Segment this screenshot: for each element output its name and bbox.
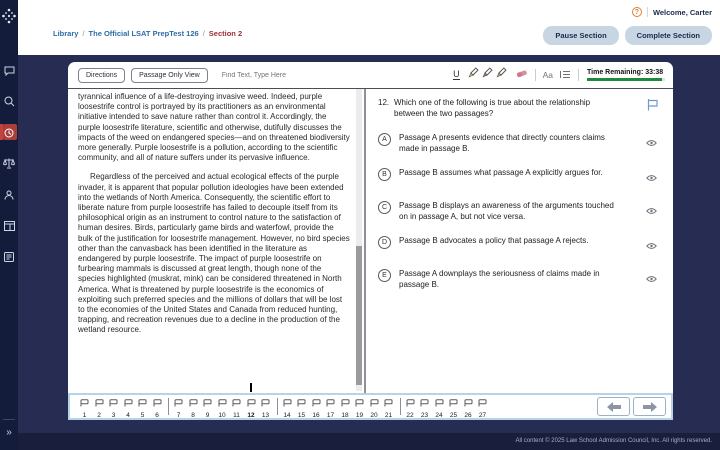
timer-progress-track (587, 78, 665, 82)
breadcrumb-section: Section 2 (208, 29, 243, 38)
question-nav-number[interactable]: 17 (326, 412, 335, 420)
question-nav-item-18[interactable] (339, 394, 352, 420)
breadcrumb-separator: / (82, 29, 85, 38)
question-panel (366, 89, 673, 393)
question-nav-item-24[interactable] (433, 394, 446, 420)
question-nav-number[interactable]: 3 (111, 412, 116, 420)
question-flag-icon[interactable] (261, 394, 270, 412)
option-letter[interactable]: D (378, 236, 391, 249)
answer-option-A[interactable] (378, 133, 667, 154)
eliminate-option-eye-icon[interactable] (646, 134, 657, 152)
question-nav-number[interactable]: 8 (191, 412, 195, 420)
line-spacing-icon[interactable] (560, 66, 571, 84)
question-nav-item-2[interactable] (93, 394, 106, 420)
passage-only-view-button[interactable]: Passage Only View (131, 68, 208, 83)
question-nav-number[interactable]: 20 (370, 412, 378, 420)
flag-question-icon[interactable] (646, 98, 659, 119)
question-nav-number[interactable]: 7 (176, 412, 181, 420)
question-nav-item-19[interactable] (353, 394, 366, 420)
sidebar-item-timer-icon[interactable] (0, 125, 18, 140)
help-icon[interactable]: ? (632, 7, 642, 17)
question-nav-number[interactable]: 26 (464, 412, 472, 420)
eliminate-option-eye-icon[interactable] (646, 237, 657, 255)
underline-icon[interactable]: U (453, 69, 460, 79)
question-flag-icon[interactable] (355, 394, 364, 412)
passage-paragraph: Regardless of the perceived and actual ecological effects of the purple invader, it is apparent that popular pollution ideologies have been extended into the wetlands of North America. Consequently, the scientific effort to liberate nature from purple loosestrife has failed to decouple itself from its philosophical origin as an instrument to control nature to the satisfaction of human desires. Birds, particularly game birds and waterfowl, provide the bulk of the justification for loosestrife management. However, no bird species other than the canvasback has been identified in the literature as endangered by purple loosestrife. The impact of purple loosestrife on furbearing mammals is discussed at great length, though none of the species highlighted (muskrat, mink) can be considered threatened in North America. What is threatened by purple loosestrife is the economics of exploiting such preferred species and the millions of dollars that will be lost to the economies of the United States and Canada from reduced hunting, trapping, and recreation revenues due to a decline in the production of the wetland resource. (78, 172, 350, 335)
question-nav-number[interactable]: 4 (126, 412, 130, 420)
sidebar-expand-icon[interactable]: » (6, 427, 12, 438)
page-footer (0, 433, 720, 450)
question-text: Which one of the following is true about the relationship between the two passages? (394, 98, 591, 118)
question-nav-item-17[interactable] (324, 394, 337, 420)
toolbar-divider (535, 69, 536, 81)
question-flag-icon[interactable] (283, 394, 292, 412)
question-number: 12. (378, 98, 390, 107)
sidebar-item-messages-icon[interactable] (0, 63, 18, 78)
question-flag-icon[interactable] (232, 394, 241, 412)
question-nav-item-16[interactable] (310, 394, 323, 420)
breadcrumb-test[interactable]: The Official LSAT PrepTest 126 (88, 29, 199, 38)
lawhub-logo-icon (2, 8, 16, 29)
question-flag-icon[interactable] (297, 394, 306, 412)
question-nav-item-7[interactable] (172, 394, 185, 420)
question-flag-icon[interactable] (153, 394, 162, 412)
question-nav-number[interactable]: 1 (82, 412, 87, 420)
question-flag-icon[interactable] (203, 394, 212, 412)
passage-group-divider (168, 398, 169, 415)
question-nav-number[interactable]: 22 (406, 412, 414, 420)
question-nav-item-12[interactable] (245, 394, 258, 420)
question-nav-number[interactable]: 2 (97, 412, 101, 420)
welcome-text: Welcome, Carter (652, 7, 712, 17)
text-size-icon[interactable]: Aa (542, 70, 553, 80)
question-flag-icon[interactable] (218, 394, 227, 412)
question-flag-icon[interactable] (464, 394, 473, 412)
question-flag-icon[interactable] (370, 394, 379, 412)
question-flag-icon[interactable] (312, 394, 321, 412)
directions-button[interactable]: Directions (78, 68, 125, 83)
question-nav-item-5[interactable] (136, 394, 149, 420)
pause-section-button[interactable]: Pause Section (543, 26, 618, 45)
question-nav-item-14[interactable] (281, 394, 294, 420)
sidebar-item-scales-icon[interactable] (0, 156, 18, 171)
question-nav-item-27[interactable] (476, 394, 489, 420)
question-nav-item-10[interactable] (216, 394, 229, 420)
question-nav-number[interactable]: 13 (261, 412, 270, 420)
passage-scrollbar[interactable] (356, 89, 362, 391)
question-nav-item-26[interactable] (462, 394, 475, 420)
question-nav-number[interactable]: 19 (355, 412, 364, 420)
question-nav-item-20[interactable] (368, 394, 381, 420)
highlighter-orange-icon[interactable] (495, 66, 509, 83)
option-text: Passage B assumes what passage A explicitly argues for. (399, 168, 603, 177)
question-nav-item-21[interactable] (382, 394, 395, 420)
timer-progress-bar (587, 78, 662, 82)
question-nav-number[interactable]: 11 (233, 412, 240, 420)
current-question-caret (250, 383, 252, 392)
copyright-text: All content © 2025 Law School Admission Council, Inc. All rights reserved. (515, 438, 712, 444)
question-flag-icon[interactable] (406, 394, 415, 412)
question-flag-icon[interactable] (341, 394, 350, 412)
question-nav-number[interactable]: 16 (312, 412, 320, 420)
option-text: Passage A downplays the seriousness of claims made in passage B. (399, 269, 600, 289)
question-flag-icon[interactable] (174, 394, 183, 412)
passage-paragraph: tyrannical influence of a life-destroying invasive weed. Indeed, purple loosestrife control is portrayed by its practitioners as an environmental initiative intended to save nature rather than control it. Accordingly, the purple loosestrife literature, scientific and otherwise, dutifully discusses the impacts of the weed on endangered species—and on threatened biodiversity more generally. Purple loosestrife is a pollution, according to the scientific community, and all of nature suffers under its pervasive influence. (78, 92, 350, 163)
question-nav-number[interactable]: 27 (478, 412, 487, 420)
question-nav-item-23[interactable] (418, 394, 431, 420)
answer-option-D[interactable] (378, 236, 667, 255)
option-letter[interactable]: E (378, 269, 391, 282)
breadcrumb (53, 29, 242, 38)
sidebar-divider (3, 419, 15, 420)
eliminate-option-eye-icon[interactable] (646, 169, 657, 187)
find-text-input[interactable] (222, 72, 312, 79)
app-sidebar (0, 0, 18, 450)
question-nav-number[interactable]: 21 (384, 412, 393, 420)
eliminate-option-eye-icon[interactable] (646, 270, 657, 288)
question-nav-item-4[interactable] (122, 394, 135, 420)
eraser-icon[interactable] (516, 66, 528, 84)
question-nav-item-25[interactable] (447, 394, 460, 420)
question-nav-number[interactable]: 9 (205, 412, 210, 420)
question-nav-number[interactable]: 15 (297, 412, 306, 420)
sidebar-item-book-icon[interactable] (0, 249, 18, 264)
question-nav-number[interactable]: 25 (449, 412, 458, 420)
question-nav-number[interactable]: 24 (435, 412, 443, 420)
question-flag-icon[interactable] (124, 394, 133, 412)
question-nav-number[interactable]: 18 (341, 412, 349, 420)
question-navigator (68, 393, 673, 420)
question-nav-number[interactable]: 12 (247, 412, 255, 420)
question-nav-number[interactable]: 5 (140, 412, 145, 420)
question-nav-item-9[interactable] (201, 394, 214, 420)
next-question-button[interactable] (633, 397, 666, 416)
previous-question-button[interactable] (597, 397, 630, 416)
eliminate-option-eye-icon[interactable] (646, 202, 657, 220)
passage-panel (68, 89, 364, 393)
answer-option-C[interactable] (378, 201, 667, 222)
question-nav-number[interactable]: 14 (283, 412, 291, 420)
question-nav-number[interactable]: 6 (155, 412, 159, 420)
question-flag-icon[interactable] (247, 394, 256, 412)
passage-group-divider (277, 398, 278, 415)
page-header (18, 0, 720, 55)
question-nav-number[interactable]: 10 (218, 412, 226, 420)
question-flag-icon[interactable] (384, 394, 393, 412)
option-text: Passage A presents evidence that directly counters claims made in passage B. (399, 133, 605, 153)
option-letter[interactable]: C (378, 201, 391, 214)
option-text: Passage B advocates a policy that passage A rejects. (399, 236, 589, 245)
question-flag-icon[interactable] (189, 394, 198, 412)
question-flag-icon[interactable] (478, 394, 487, 412)
question-flag-icon[interactable] (109, 394, 118, 412)
question-flag-icon[interactable] (138, 394, 147, 412)
sidebar-item-search-icon[interactable] (0, 94, 18, 109)
question-flag-icon[interactable] (420, 394, 429, 412)
question-flag-icon[interactable] (326, 394, 335, 412)
sidebar-item-browser-icon[interactable] (0, 218, 18, 233)
question-nav-item-6[interactable] (151, 394, 164, 420)
option-letter[interactable]: A (378, 133, 391, 146)
answer-option-E[interactable] (378, 269, 667, 290)
option-letter[interactable]: B (378, 168, 391, 181)
question-nav-item-3[interactable] (107, 394, 120, 420)
passage-group-divider (400, 398, 401, 415)
time-remaining-label: Time Remaining: 33:38 (587, 68, 664, 76)
complete-section-button[interactable]: Complete Section (625, 26, 712, 45)
question-nav-item-1[interactable] (78, 394, 91, 420)
question-flag-icon[interactable] (80, 394, 89, 412)
header-divider (647, 7, 648, 17)
question-nav-item-13[interactable] (259, 394, 272, 420)
question-nav-item-22[interactable] (404, 394, 417, 420)
test-panel (68, 62, 673, 393)
option-text: Passage B displays an awareness of the arguments touched on in passage A, but not vice versa. (399, 201, 614, 221)
question-flag-icon[interactable] (449, 394, 458, 412)
highlighter-red-icon[interactable] (481, 66, 495, 83)
passage-scrollbar-thumb[interactable] (356, 246, 362, 385)
question-nav-item-11[interactable] (230, 394, 243, 420)
question-nav-item-15[interactable] (295, 394, 308, 420)
answer-option-B[interactable] (378, 168, 667, 187)
question-flag-icon[interactable] (435, 394, 444, 412)
breadcrumb-separator: / (202, 29, 205, 38)
breadcrumb-library[interactable]: Library (53, 29, 79, 38)
sidebar-item-profile-icon[interactable] (0, 187, 18, 202)
highlighter-yellow-icon[interactable] (467, 66, 481, 83)
question-flag-icon[interactable] (95, 394, 104, 412)
question-nav-number[interactable]: 23 (420, 412, 429, 420)
time-remaining (578, 69, 665, 82)
question-nav-item-8[interactable] (187, 394, 200, 420)
test-toolbar (68, 62, 673, 89)
